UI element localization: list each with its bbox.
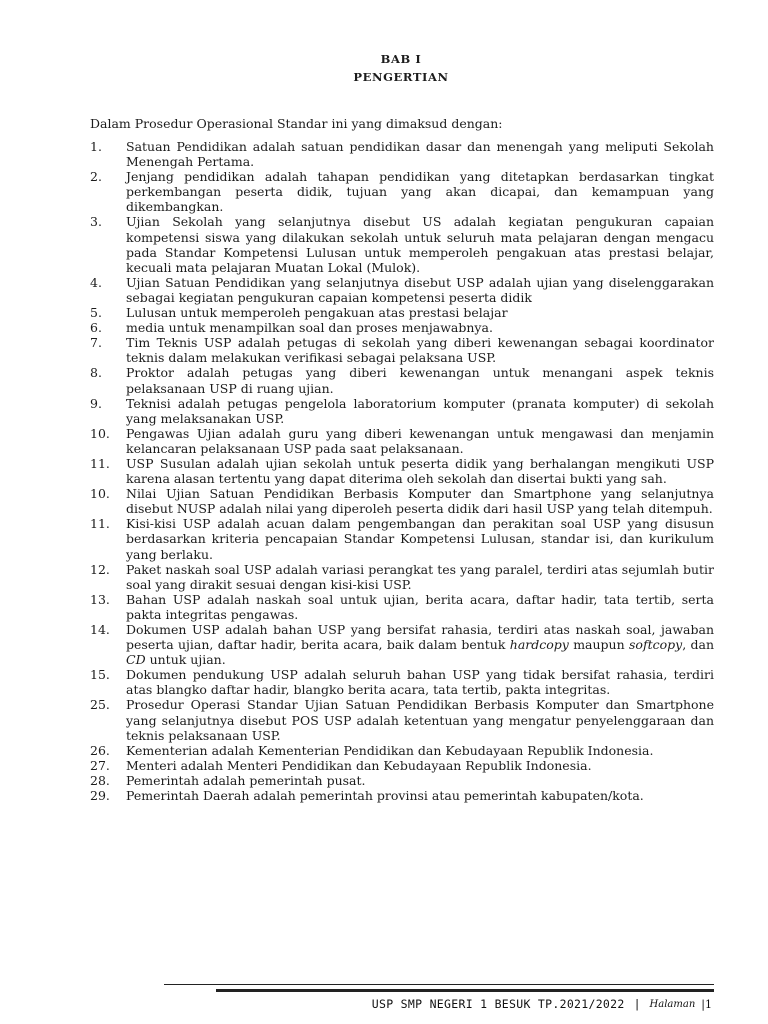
page-footer bbox=[372, 997, 712, 1011]
item-text bbox=[126, 622, 714, 667]
item-text: Paket naskah soal USP adalah variasi perangkat tes yang paralel, terdiri atas sejumlah butir soal yang dirakit sesuai dengan kisi-kisi USP. bbox=[126, 561, 714, 592]
item-number: 15. bbox=[90, 667, 110, 683]
chapter-label: BAB I bbox=[380, 52, 422, 66]
footer-school: USP SMP NEGERI 1 BESUK TP.2021/2022 bbox=[371, 997, 625, 1011]
item-number: 3. bbox=[90, 214, 102, 230]
footer-rule-thick bbox=[216, 989, 714, 992]
item-text: Pemerintah adalah pemerintah pusat. bbox=[126, 772, 366, 788]
item-text: Dokumen pendukung USP adalah seluruh bahan USP yang tidak bersifat rahasia, terdiri atas blangko daftar hadir, blangko berita acara, tata tertib, pakta integritas. bbox=[126, 667, 714, 698]
definition-list bbox=[90, 139, 714, 803]
list-item bbox=[90, 697, 714, 742]
item-number: 27. bbox=[90, 757, 110, 773]
item-text: Proktor adalah petugas yang diberi kewenangan untuk menangani aspek teknis pelaksanaan USP di ruang ujian. bbox=[126, 365, 714, 396]
list-item bbox=[90, 169, 714, 214]
item-number: 8. bbox=[90, 365, 102, 381]
item-text: Jenjang pendidikan adalah tahapan pendidikan yang ditetapkan berdasarkan tingkat perkembangan peserta didik, tujuan yang akan dicapai, dan kemampuan yang dikembangkan. bbox=[126, 169, 714, 215]
item-number: 11. bbox=[90, 455, 110, 471]
item-text-part: Dokumen USP adalah bahan USP yang bersifat rahasia, terdiri atas naskah soal, jawaban peserta ujian, daftar hadir, berita acara, baik dalam bentuk bbox=[126, 622, 714, 653]
item-number: 10. bbox=[90, 425, 110, 441]
list-item bbox=[90, 516, 714, 561]
item-text: Ujian Sekolah yang selanjutnya disebut US adalah kegiatan pengukuran capaian kompetensi siswa yang dilakukan sekolah untuk seluruh mata pelajaran dengan mengacu pada Standar Kompetensi Lulusan untuk memperoleh pengakuan atas prestasi belajar, kecuali mata pelajaran Muatan Lokal (Mulok). bbox=[126, 214, 714, 275]
item-text: Satuan Pendidikan adalah satuan pendidikan dasar dan menengah yang meliputi Sekolah Menengah Pertama. bbox=[126, 139, 714, 170]
item-text: Teknisi adalah petugas pengelola laboratorium komputer (pranata komputer) di sekolah yang melaksanakan USP. bbox=[126, 395, 714, 426]
list-item bbox=[90, 139, 714, 169]
list-item bbox=[90, 335, 714, 365]
item-text: Prosedur Operasi Standar Ujian Satuan Pendidikan Berbasis Komputer dan Smartphone yang selanjutnya disebut POS USP adalah ketentuan yang mengatur penyelenggaraan dan teknis pelaksanaan USP. bbox=[126, 697, 714, 743]
list-item bbox=[90, 486, 714, 516]
item-number: 11. bbox=[90, 516, 110, 532]
list-item bbox=[90, 396, 714, 426]
item-number: 1. bbox=[90, 139, 102, 154]
list-item bbox=[90, 743, 714, 758]
list-item bbox=[90, 788, 714, 803]
item-text: Lulusan untuk memperoleh pengakuan atas prestasi belajar bbox=[126, 305, 508, 321]
item-number: 2. bbox=[90, 169, 102, 185]
list-item bbox=[90, 214, 714, 274]
list-item bbox=[90, 622, 714, 667]
chapter-title: PENGERTIAN bbox=[353, 70, 449, 84]
item-number: 4. bbox=[90, 274, 102, 290]
list-item bbox=[90, 562, 714, 592]
list-item bbox=[90, 275, 714, 305]
footer-page-label: Halaman bbox=[649, 998, 696, 1010]
item-number: 26. bbox=[90, 742, 110, 758]
item-text: Ujian Satuan Pendidikan yang selanjutnya disebut USP adalah ujian yang diselenggarakan sebagai kegiatan pengukuran capaian kompetensi peserta didik bbox=[126, 274, 714, 305]
footer-rule-thin bbox=[164, 984, 714, 985]
footer-separator: | bbox=[633, 997, 641, 1011]
list-item bbox=[90, 456, 714, 486]
item-text-part: , dan bbox=[682, 637, 715, 653]
item-text-part: untuk ujian. bbox=[145, 652, 226, 668]
item-number: 9. bbox=[90, 395, 102, 411]
item-text: USP Susulan adalah ujian sekolah untuk peserta didik yang berhalangan mengikuti USP karena alasan tertentu yang dapat diterima oleh sekolah dan disertai bukti yang sah. bbox=[126, 455, 714, 487]
item-text: Nilai Ujian Satuan Pendidikan Berbasis Komputer dan Smartphone yang selanjutnya disebut NUSP adalah nilai yang diperoleh peserta didik dari hasil USP yang telah ditempuh. bbox=[126, 486, 714, 517]
item-text: Menteri adalah Menteri Pendidikan dan Kebudayaan Republik Indonesia. bbox=[126, 757, 592, 773]
item-number: 28. bbox=[90, 772, 110, 788]
item-text: Pemerintah Daerah adalah pemerintah provinsi atau pemerintah kabupaten/kota. bbox=[126, 788, 644, 804]
list-item bbox=[90, 667, 714, 697]
item-text: Bahan USP adalah naskah soal untuk ujian, berita acara, daftar hadir, tata tertib, serta pakta integritas pengawas. bbox=[126, 591, 714, 622]
list-item bbox=[90, 365, 714, 395]
list-item bbox=[90, 592, 714, 622]
list-item bbox=[90, 320, 714, 335]
item-text: Pengawas Ujian adalah guru yang diberi kewenangan untuk mengawasi dan menjamin kelancaran pelaksanaan USP pada saat pelaksanaan. bbox=[126, 425, 714, 456]
footer-page-number: |1 bbox=[701, 997, 712, 1011]
italic-term-softcopy: softcopy bbox=[629, 637, 683, 653]
item-number: 14. bbox=[90, 622, 110, 637]
intro-text: Dalam Prosedur Operasional Standar ini yang dimaksud dengan: bbox=[90, 116, 503, 131]
item-number: 29. bbox=[90, 788, 110, 804]
item-text: media untuk menampilkan soal dan proses menjawabnya. bbox=[126, 320, 493, 336]
item-number: 6. bbox=[90, 320, 102, 336]
list-item bbox=[90, 305, 714, 320]
item-text: Tim Teknis USP adalah petugas di sekolah yang diberi kewenangan sebagai koordinator teknis dalam melakukan verifikasi sebagai pelaksana USP. bbox=[126, 335, 714, 366]
item-number: 25. bbox=[90, 697, 110, 713]
italic-term-hardcopy: hardcopy bbox=[509, 637, 569, 653]
item-number: 12. bbox=[90, 561, 110, 577]
list-item bbox=[90, 758, 714, 773]
item-text: Kisi-kisi USP adalah acuan dalam pengembangan dan perakitan soal USP yang disusun berdasarkan kriteria pencapaian Standar Kompetensi Lulusan, standar isi, dan kurikulum yang berlaku. bbox=[126, 516, 714, 562]
item-number: 13. bbox=[90, 591, 110, 607]
item-text: Kementerian adalah Kementerian Pendidikan dan Kebudayaan Republik Indonesia. bbox=[126, 742, 654, 758]
item-text-part: maupun bbox=[568, 637, 629, 653]
italic-term-cd: CD bbox=[126, 652, 146, 668]
item-number: 5. bbox=[90, 305, 102, 321]
list-item bbox=[90, 773, 714, 788]
list-item bbox=[90, 426, 714, 456]
item-number: 7. bbox=[90, 335, 102, 351]
item-number: 10. bbox=[90, 486, 110, 502]
